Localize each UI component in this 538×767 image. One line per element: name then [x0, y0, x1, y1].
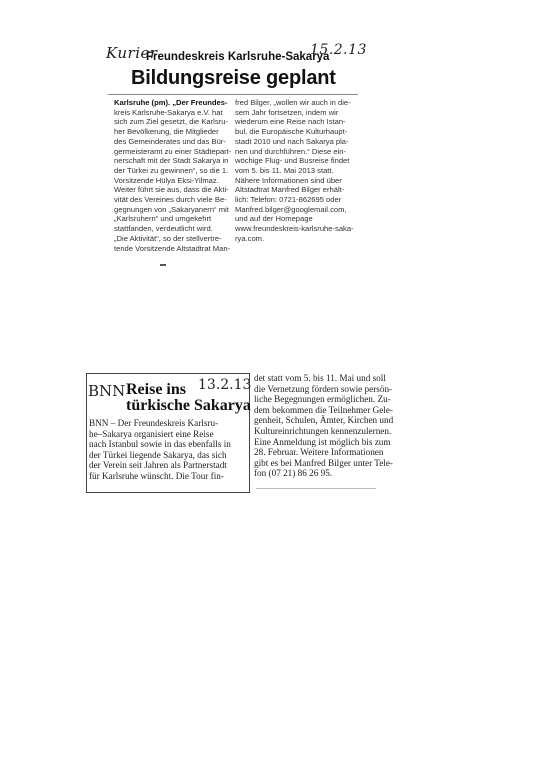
handwritten-source-note: Kurier: [106, 44, 158, 62]
text-line: für Karlsruhe wünscht. Die Tour fin-: [89, 470, 224, 481]
text-line: wöchige Flug- und Busreise findet: [235, 156, 350, 166]
scan-line: [256, 488, 376, 489]
text-line: tende Vorsitzende Altstadtrat Man-: [114, 243, 231, 253]
text-line: dem bekommen die Teilnehmer Gele-: [254, 404, 393, 415]
text-line: und auf der Homepage: [235, 214, 313, 224]
headline-rule: [108, 94, 358, 95]
text-line: 28. Februar. Weitere Informationen: [254, 447, 384, 458]
text-line: Weiter führt sie aus, dass die Akti-: [114, 185, 229, 195]
text-line: kreis Karlsruhe-Sakarya e.V. hat: [114, 107, 223, 117]
text-line: Kultureinrichtungen kennenzulernen.: [254, 425, 392, 436]
text-line: die Vernetzung fördern sowie persön-: [254, 383, 393, 394]
article-headline-line2: türkische Sakarya: [126, 397, 251, 414]
text-line: wiederum eine Reise nach Istan-: [235, 117, 346, 127]
text-line: „Die Aktivität“, so der stellvertre-: [114, 233, 222, 243]
handwritten-date-note: 15.2.13: [310, 42, 367, 58]
text-line: germeisteramt zu einer Städtepart-: [114, 146, 232, 156]
text-line: bul, die Europäische Kulturhaupt-: [235, 127, 348, 137]
text-line: lich: Telefon: 0721-862695 oder: [235, 195, 342, 205]
text-line: her Bevölkerung, die Mitglieder: [114, 127, 219, 137]
text-line: stadt 2010 und nach Sakarya pla-: [235, 136, 349, 146]
text-line: BNN – Der Freundeskreis Karlsru-: [89, 418, 219, 428]
text-line: fred Bilger, „wollen wir auch in die-: [235, 98, 351, 107]
handwritten-source-note: BNN: [88, 382, 126, 400]
clipping-bnn: [86, 373, 416, 493]
text-line: sich zum Ziel gesetzt, die Karlsru-: [114, 117, 228, 127]
text-line: stattfanden, verdeutlicht wird.: [114, 224, 213, 234]
text-line: Vorsitzende Hülya Eksi-Yilmaz.: [114, 175, 219, 185]
text-line: www.freundeskreis-karlsruhe-saka-: [235, 224, 354, 234]
text-line: „Karlsruhern“ und umgekehrt: [114, 214, 212, 224]
text-line: det statt vom 5. bis 11. Mai und soll: [254, 373, 386, 383]
text-line: sem Jahr fortsetzen, indem wir: [235, 107, 339, 117]
text-line: Manfred.bilger@googlemail.com,: [235, 204, 347, 214]
text-line: vom 5. bis 11. Mai 2013 statt.: [235, 165, 334, 175]
text-line: der Türkei liegende Sakarya, das sich: [89, 449, 227, 460]
text-line: nerschaft mit der Stadt Sakarya in: [114, 156, 229, 166]
text-line: fon (07 21) 86 26 95.: [254, 468, 333, 479]
article-column-right: [254, 373, 416, 479]
text-line: liche Begegnungen ermöglichen. Zu-: [254, 394, 391, 405]
text-line: der Türkei zu gewinnen“, so die 1.: [114, 165, 229, 175]
text-line: rya.com.: [235, 233, 265, 243]
article-headline: Bildungsreise geplant: [131, 67, 336, 89]
text-line: he–Sakarya organisiert eine Reise: [89, 428, 214, 439]
text-line: Karlsruhe (pm). „Der Freundes-: [114, 98, 228, 107]
handwritten-date-note: 13.2.13: [198, 377, 252, 393]
text-line: genheit, Schulen, Ämter, Kirchen und: [254, 415, 394, 426]
text-line: Nähere Informationen sind über: [235, 175, 342, 185]
text-line: nen und durchführen.“ Diese ein-: [235, 146, 347, 156]
article-headline-line1: Reise ins: [126, 381, 186, 398]
text-line: gibt es bei Manfred Bilger unter Tele-: [254, 457, 393, 468]
text-line: Altstadtrat Manfred Bilger erhält-: [235, 185, 345, 195]
text-line: Eine Anmeldung ist möglich bis zum: [254, 436, 391, 447]
article-column-right: [235, 98, 357, 244]
article-kicker: Freundeskreis Karlsruhe-Sakarya: [146, 51, 330, 63]
text-line: der Verein seit Jahren als Partnerstadt: [89, 460, 227, 471]
text-line: des Gemeinderates und das Bür-: [114, 136, 226, 146]
article-column-left: [89, 418, 249, 482]
scan-mark: [160, 264, 166, 266]
article-column-left: [114, 98, 232, 253]
text-line: nach Istanbul sowie in das ebenfalls in: [89, 439, 231, 450]
text-line: vität des Vereines durch viele Be-: [114, 195, 227, 205]
clipping-kurier: [104, 42, 367, 272]
text-line: gegnungen von „Sakaryanern“ mit: [114, 204, 229, 214]
